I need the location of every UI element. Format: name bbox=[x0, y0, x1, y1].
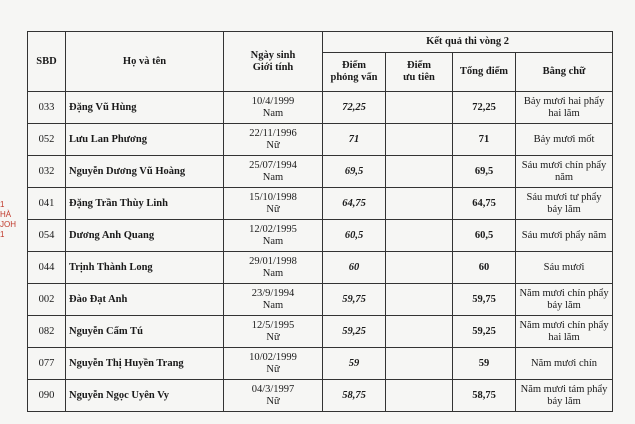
gender: Nam bbox=[262, 107, 284, 119]
stamp-mark: 1 bbox=[0, 230, 5, 239]
cell-sbd: 044 bbox=[28, 252, 66, 284]
cell-dob-gender bbox=[224, 156, 323, 188]
cell-score-in-words: Năm mươi chín phẩy hai lăm bbox=[516, 316, 613, 348]
table-row bbox=[28, 348, 613, 380]
cell-dob-gender bbox=[224, 380, 323, 412]
cell-score-in-words: Năm mươi chín phẩy bảy lăm bbox=[516, 284, 613, 316]
birth-date: 10/02/1999 bbox=[249, 351, 297, 363]
birth-date: 04/3/1997 bbox=[251, 383, 295, 395]
gender: Nữ bbox=[266, 203, 280, 215]
cell-total-score: 59,25 bbox=[453, 316, 516, 348]
header-words: Bằng chữ bbox=[516, 53, 613, 92]
cell-priority-score bbox=[386, 220, 453, 252]
cell-total-score: 71 bbox=[453, 124, 516, 156]
cell-interview-score: 60 bbox=[323, 252, 386, 284]
cell-sbd: 032 bbox=[28, 156, 66, 188]
cell-priority-score bbox=[386, 380, 453, 412]
cell-name: Dương Anh Quang bbox=[66, 220, 224, 252]
header-round2: Kết quả thi vòng 2 bbox=[323, 32, 613, 53]
gender: Nữ bbox=[266, 363, 280, 375]
cell-priority-score bbox=[386, 316, 453, 348]
cell-interview-score: 60,5 bbox=[323, 220, 386, 252]
gender: Nữ bbox=[266, 395, 280, 407]
cell-dob-gender bbox=[224, 284, 323, 316]
cell-score-in-words: Bảy mươi hai phẩy hai lăm bbox=[516, 92, 613, 124]
cell-interview-score: 59,25 bbox=[323, 316, 386, 348]
table-row bbox=[28, 156, 613, 188]
cell-name: Đào Đạt Anh bbox=[66, 284, 224, 316]
birth-date: 15/10/1998 bbox=[249, 191, 297, 203]
gender: Nữ bbox=[266, 331, 280, 343]
cell-sbd: 033 bbox=[28, 92, 66, 124]
table-row bbox=[28, 284, 613, 316]
gender: Nữ bbox=[266, 139, 280, 151]
cell-priority-score bbox=[386, 252, 453, 284]
cell-dob-gender bbox=[224, 316, 323, 348]
cell-score-in-words: Sáu mươi bbox=[516, 252, 613, 284]
cell-interview-score: 72,25 bbox=[323, 92, 386, 124]
table-row bbox=[28, 252, 613, 284]
cell-sbd: 077 bbox=[28, 348, 66, 380]
cell-name: Đặng Vũ Hùng bbox=[66, 92, 224, 124]
cell-dob-gender bbox=[224, 220, 323, 252]
table-row bbox=[28, 316, 613, 348]
cell-name: Lưu Lan Phương bbox=[66, 124, 224, 156]
birth-date: 29/01/1998 bbox=[249, 255, 297, 267]
header-name: Họ và tên bbox=[66, 32, 224, 92]
cell-score-in-words: Năm mươi tám phẩy bảy lăm bbox=[516, 380, 613, 412]
cell-dob-gender bbox=[224, 124, 323, 156]
birth-date: 22/11/1996 bbox=[249, 127, 297, 139]
cell-dob-gender bbox=[224, 188, 323, 220]
cell-interview-score: 59,75 bbox=[323, 284, 386, 316]
gender: Nam bbox=[262, 299, 284, 311]
table-row bbox=[28, 380, 613, 412]
cell-name: Đặng Trần Thùy Linh bbox=[66, 188, 224, 220]
cell-sbd: 052 bbox=[28, 124, 66, 156]
table-row bbox=[28, 220, 613, 252]
cell-interview-score: 59 bbox=[323, 348, 386, 380]
stamp-mark: HÀ bbox=[0, 210, 12, 219]
cell-dob-gender bbox=[224, 348, 323, 380]
birth-date: 23/9/1994 bbox=[251, 287, 295, 299]
cell-dob-gender bbox=[224, 92, 323, 124]
cell-sbd: 090 bbox=[28, 380, 66, 412]
cell-name: Nguyễn Dương Vũ Hoàng bbox=[66, 156, 224, 188]
cell-dob-gender bbox=[224, 252, 323, 284]
cell-priority-score bbox=[386, 156, 453, 188]
header-priority-line1: Điểm bbox=[407, 60, 431, 71]
header-gender: Giới tính bbox=[252, 61, 294, 73]
gender: Nam bbox=[262, 235, 284, 247]
cell-total-score: 72,25 bbox=[453, 92, 516, 124]
cell-interview-score: 58,75 bbox=[323, 380, 386, 412]
cell-sbd: 002 bbox=[28, 284, 66, 316]
cell-total-score: 69,5 bbox=[453, 156, 516, 188]
gender: Nam bbox=[262, 171, 284, 183]
birth-date: 25/07/1994 bbox=[249, 159, 297, 171]
cell-total-score: 59,75 bbox=[453, 284, 516, 316]
table-row bbox=[28, 92, 613, 124]
table-row bbox=[28, 188, 613, 220]
cell-total-score: 58,75 bbox=[453, 380, 516, 412]
cell-priority-score bbox=[386, 284, 453, 316]
cell-total-score: 60,5 bbox=[453, 220, 516, 252]
birth-date: 12/5/1995 bbox=[251, 319, 295, 331]
cell-score-in-words: Bảy mươi mốt bbox=[516, 124, 613, 156]
results-body bbox=[28, 92, 613, 412]
cell-name: Nguyễn Cẩm Tú bbox=[66, 316, 224, 348]
cell-interview-score: 71 bbox=[323, 124, 386, 156]
cell-priority-score bbox=[386, 124, 453, 156]
cell-total-score: 64,75 bbox=[453, 188, 516, 220]
header-interview-line1: Điểm bbox=[342, 60, 366, 71]
cell-interview-score: 64,75 bbox=[323, 188, 386, 220]
header-dob: Ngày sinh bbox=[250, 49, 296, 61]
cell-score-in-words: Sáu mươi tư phẩy bảy lăm bbox=[516, 188, 613, 220]
cell-score-in-words: Sáu mươi phẩy năm bbox=[516, 220, 613, 252]
gender: Nam bbox=[262, 267, 284, 279]
cell-priority-score bbox=[386, 92, 453, 124]
cell-sbd: 041 bbox=[28, 188, 66, 220]
header-interview-line2: phỏng vấn bbox=[330, 72, 378, 83]
cell-total-score: 60 bbox=[453, 252, 516, 284]
cell-name: Trịnh Thành Long bbox=[66, 252, 224, 284]
header-dob-gender bbox=[224, 32, 323, 92]
cell-name: Nguyễn Ngọc Uyên Vy bbox=[66, 380, 224, 412]
birth-date: 12/02/1995 bbox=[249, 223, 297, 235]
header-sbd: SBD bbox=[28, 32, 66, 92]
header-priority bbox=[386, 53, 453, 92]
cell-sbd: 054 bbox=[28, 220, 66, 252]
cell-priority-score bbox=[386, 188, 453, 220]
stamp-mark: JOH bbox=[0, 220, 16, 229]
cell-score-in-words: Năm mươi chín bbox=[516, 348, 613, 380]
table-row bbox=[28, 124, 613, 156]
header-priority-line2: ưu tiên bbox=[403, 72, 435, 83]
margin-stamp bbox=[0, 200, 18, 240]
cell-sbd: 082 bbox=[28, 316, 66, 348]
cell-total-score: 59 bbox=[453, 348, 516, 380]
cell-name: Nguyễn Thị Huyền Trang bbox=[66, 348, 224, 380]
cell-score-in-words: Sáu mươi chín phẩy năm bbox=[516, 156, 613, 188]
header-total: Tổng điểm bbox=[453, 53, 516, 92]
cell-interview-score: 69,5 bbox=[323, 156, 386, 188]
birth-date: 10/4/1999 bbox=[251, 95, 295, 107]
stamp-mark: 1 bbox=[0, 200, 5, 209]
cell-priority-score bbox=[386, 348, 453, 380]
results-table bbox=[27, 31, 613, 412]
header-interview bbox=[323, 53, 386, 92]
